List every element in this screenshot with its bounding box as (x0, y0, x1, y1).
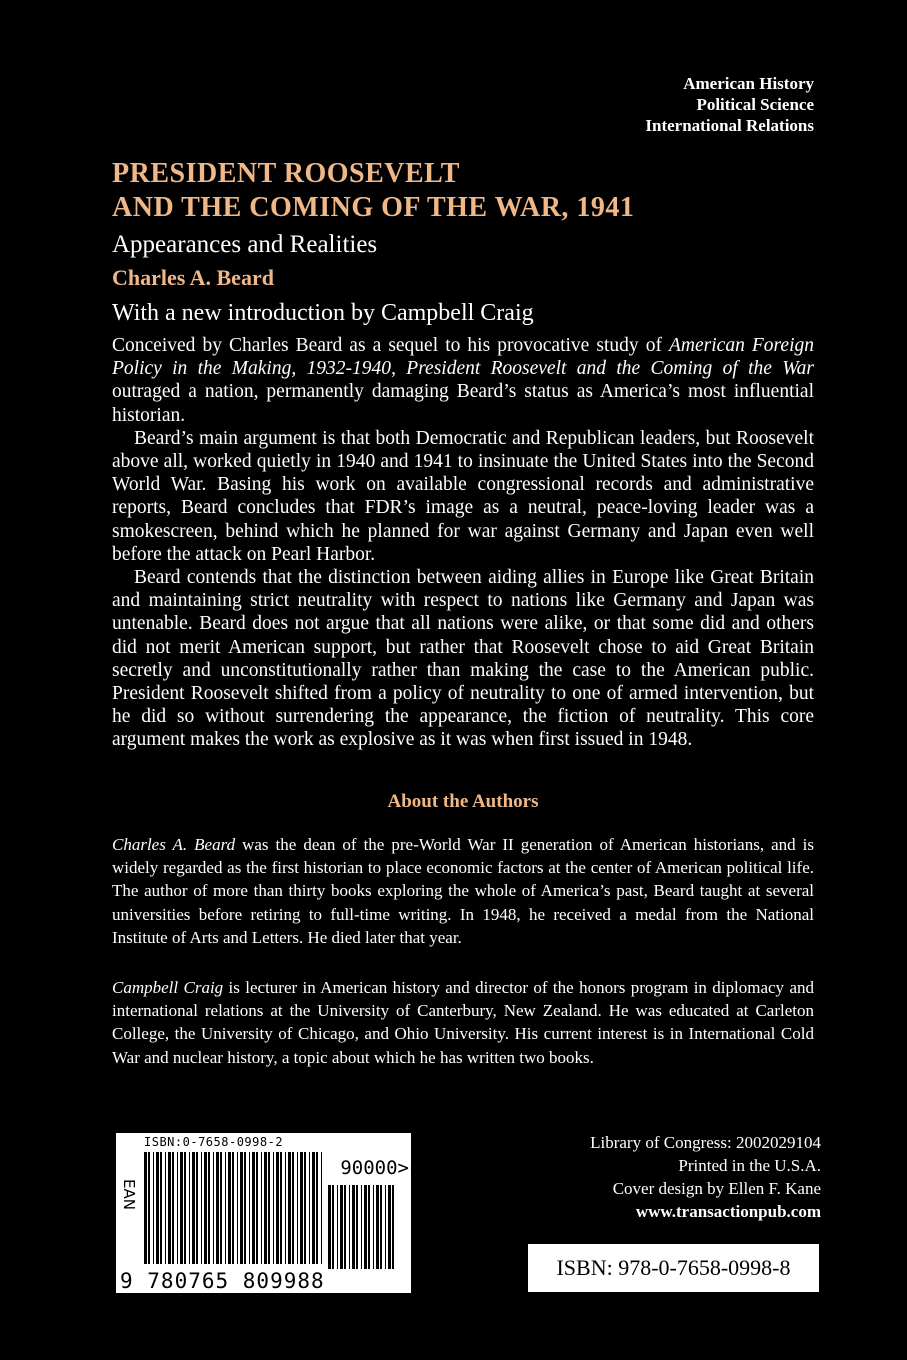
library-of-congress: Library of Congress: 2002029104 (590, 1133, 821, 1152)
introduction-credit: With a new introduction by Campbell Craig (112, 300, 534, 326)
category-3: International Relations (645, 116, 814, 135)
barcode-bars (144, 1152, 344, 1264)
ean-label: EAN (120, 1179, 138, 1210)
barcode-isbn-text: ISBN:0-7658-0998-2 (144, 1135, 284, 1149)
cover-design-credit: Cover design by Ellen F. Kane (612, 1179, 821, 1198)
price-barcode-bars (328, 1185, 406, 1269)
book-title (112, 157, 832, 225)
barcode-digits: 9 780765 809988 (120, 1269, 325, 1293)
book-subtitle: Appearances and Realities (112, 231, 378, 258)
title-line-2: AND THE COMING OF THE WAR, 1941 (112, 192, 635, 223)
category-2: Political Science (696, 95, 814, 114)
title-line-1: PRESIDENT ROOSEVELT (112, 158, 460, 189)
subject-categories (645, 73, 814, 136)
author-bio-craig: Campbell Craig is lecturer in American history and director of the honors program in diplomacy and international relations at the University of Canterbury, New Zealand. He was educated at Carleton College, the University of Chicago, and Ohio University. His current interest is in International Cold War and nuclear history, a topic about which he has written two books. (112, 978, 814, 1067)
author-name: Charles A. Beard (112, 265, 274, 290)
author-bio-beard: Charles A. Beard was the dean of the pre-World War II generation of American historians, and is widely regarded as the first historian to place economic factors at the center of American political life. The author of more than thirty books exploring the whole of America’s past, Beard taught at several universities before retiring to full-time writing. In 1948, he received a medal from the National Institute of Arts and Letters. He died later that year. (112, 835, 814, 947)
printed-in: Printed in the U.S.A. (678, 1156, 821, 1175)
about-authors-heading: About the Authors (387, 791, 539, 812)
isbn-box: ISBN: 978-0-7658-0998-8 (528, 1244, 819, 1292)
description-paragraph-1: Conceived by Charles Beard as a sequel to his provocative study of American Foreign Policy in the Making, 1932-1940, President Roosevelt and the Coming of the War outraged a nation, permanently damaging Beard’s status as America’s most influential historian. (112, 335, 815, 426)
barcode-price-code: 90000> (340, 1157, 409, 1179)
publisher-info (590, 1131, 821, 1223)
publisher-website[interactable]: www.transactionpub.com (635, 1202, 821, 1221)
category-1: American History (683, 74, 814, 93)
description-paragraph-3: Beard contends that the distinction between aiding allies in Europe like Great Britain and maintaining strict neutrality with respect to nations like Germany and Japan was untenable. Beard does not argue that all nations were alike, or that some did and others did not merit American support, but rather that Roosevelt chose to aid Great Britain secretly and unconstitutionally rather than making the case to the American public. President Roosevelt shifted from a policy of neutrality to one of armed intervention, but he did so without surrendering the appearance, the fiction of neutrality. This core argument makes the work as explosive as it was when first issued in 1948. (112, 567, 814, 751)
description-paragraph-2: Beard’s main argument is that both Democratic and Republican leaders, but Roosevelt above all, worked quietly in 1940 and 1941 to insinuate the United States into the Second World War. Basing his work on available congressional records and administrative reports, Beard concludes that FDR’s image as a neutral, peace-loving leader was a smokescreen, behind which he planned for war against Germany and Japan even well before the attack on Pearl Harbor. (112, 427, 814, 565)
description-body (112, 334, 814, 752)
barcode (116, 1133, 411, 1293)
